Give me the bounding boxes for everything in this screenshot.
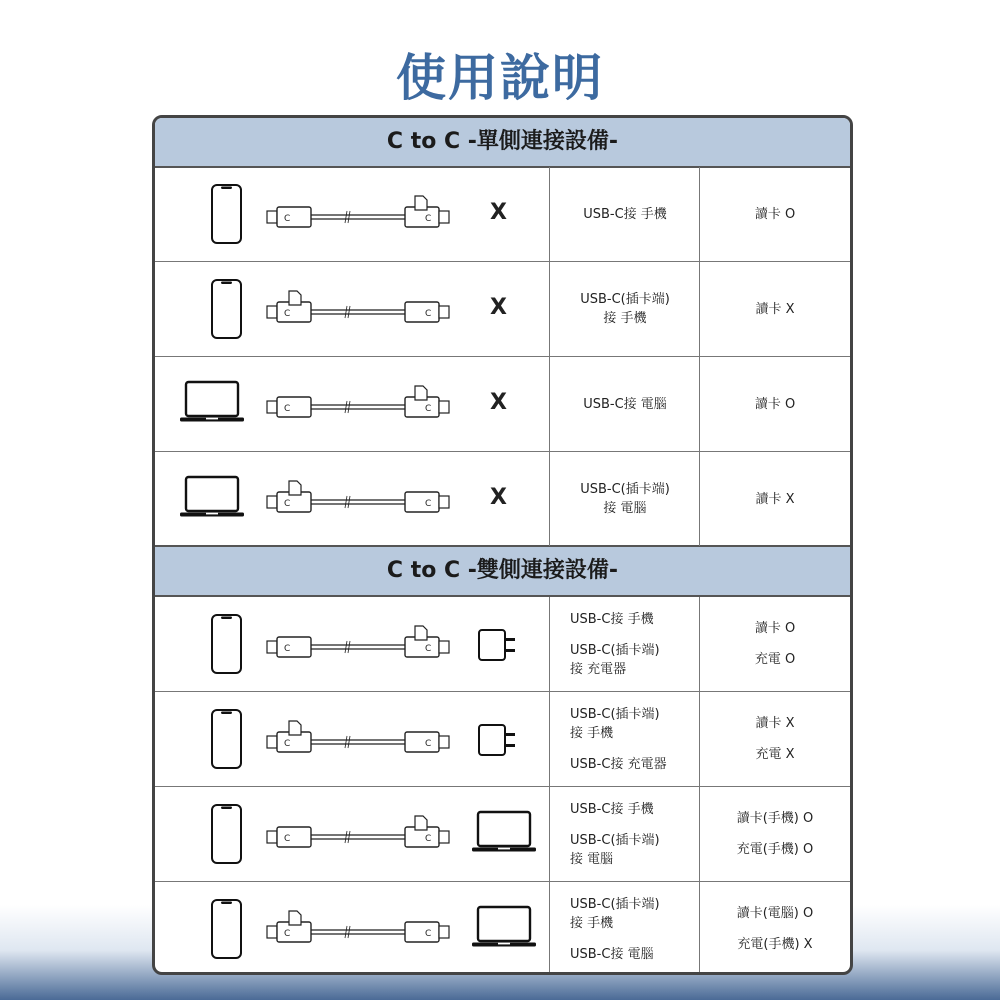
connection-cell: USB-C(插卡端) 接 手機 — [580, 292, 670, 326]
laptop-icon — [471, 809, 537, 859]
connection-cell: USB-C(插卡端) 接 電腦 — [580, 482, 670, 516]
sd-card-reader-cable-icon — [265, 624, 455, 664]
result-cell: 讀卡 X — [755, 491, 795, 507]
result-cell: 讀卡 X 充電 X — [755, 716, 795, 762]
laptop-icon — [471, 904, 537, 954]
result-cell: 讀卡(電腦) O 充電(手機) X — [736, 906, 814, 952]
no-device-mark: X — [490, 485, 507, 510]
column-divider — [549, 167, 550, 546]
column-divider — [699, 597, 700, 972]
sd-card-reader-cable-icon — [265, 909, 455, 949]
table-row — [155, 597, 850, 691]
phone-icon — [195, 709, 255, 769]
phone-icon — [195, 184, 255, 244]
no-device-mark: X — [490, 390, 507, 415]
phone-icon — [195, 279, 255, 339]
result-cell: 讀卡 O — [754, 396, 796, 412]
table-row — [155, 167, 850, 261]
table-row — [155, 452, 850, 546]
instruction-table — [152, 115, 853, 975]
column-divider — [549, 597, 550, 972]
no-device-mark: X — [490, 295, 507, 320]
no-device-mark: X — [490, 200, 507, 225]
sd-card-reader-cable-icon — [265, 194, 455, 234]
connection-cell: USB-C(插卡端) 接 手機 USB-C接 電腦 — [570, 896, 660, 962]
connection-cell: USB-C接 手機 — [583, 206, 667, 222]
laptop-icon — [179, 379, 245, 429]
connection-cell: USB-C接 手機 USB-C(插卡端) 接 電腦 — [570, 801, 660, 867]
page-title: 使用說明 — [396, 49, 604, 107]
section-header-dual: C to C -雙側連接設備- — [155, 547, 850, 595]
phone-icon — [195, 804, 255, 864]
sd-card-reader-cable-icon — [265, 814, 455, 854]
column-divider — [699, 167, 700, 546]
connection-cell: USB-C接 電腦 — [583, 396, 667, 412]
laptop-icon — [179, 474, 245, 524]
charger-icon — [477, 719, 517, 759]
sd-card-reader-cable-icon — [265, 479, 455, 519]
sd-card-reader-cable-icon — [265, 384, 455, 424]
result-cell: 讀卡 O 充電 O — [754, 621, 796, 667]
phone-icon — [195, 899, 255, 959]
table-row — [155, 787, 850, 881]
phone-icon — [195, 614, 255, 674]
result-cell: 讀卡(手機) O 充電(手機) O — [736, 811, 814, 857]
sd-card-reader-cable-icon — [265, 719, 455, 759]
charger-icon — [477, 624, 517, 664]
sd-card-reader-cable-icon — [265, 289, 455, 329]
table-row — [155, 357, 850, 451]
result-cell: 讀卡 O — [754, 206, 796, 222]
table-row — [155, 692, 850, 786]
table-row — [155, 262, 850, 356]
connection-cell: USB-C接 手機 USB-C(插卡端) 接 充電器 — [570, 611, 660, 677]
table-row — [155, 882, 850, 975]
section-header-single: C to C -單側連接設備- — [155, 118, 850, 166]
result-cell: 讀卡 X — [755, 301, 795, 317]
connection-cell: USB-C(插卡端) 接 手機 USB-C接 充電器 — [570, 706, 667, 772]
